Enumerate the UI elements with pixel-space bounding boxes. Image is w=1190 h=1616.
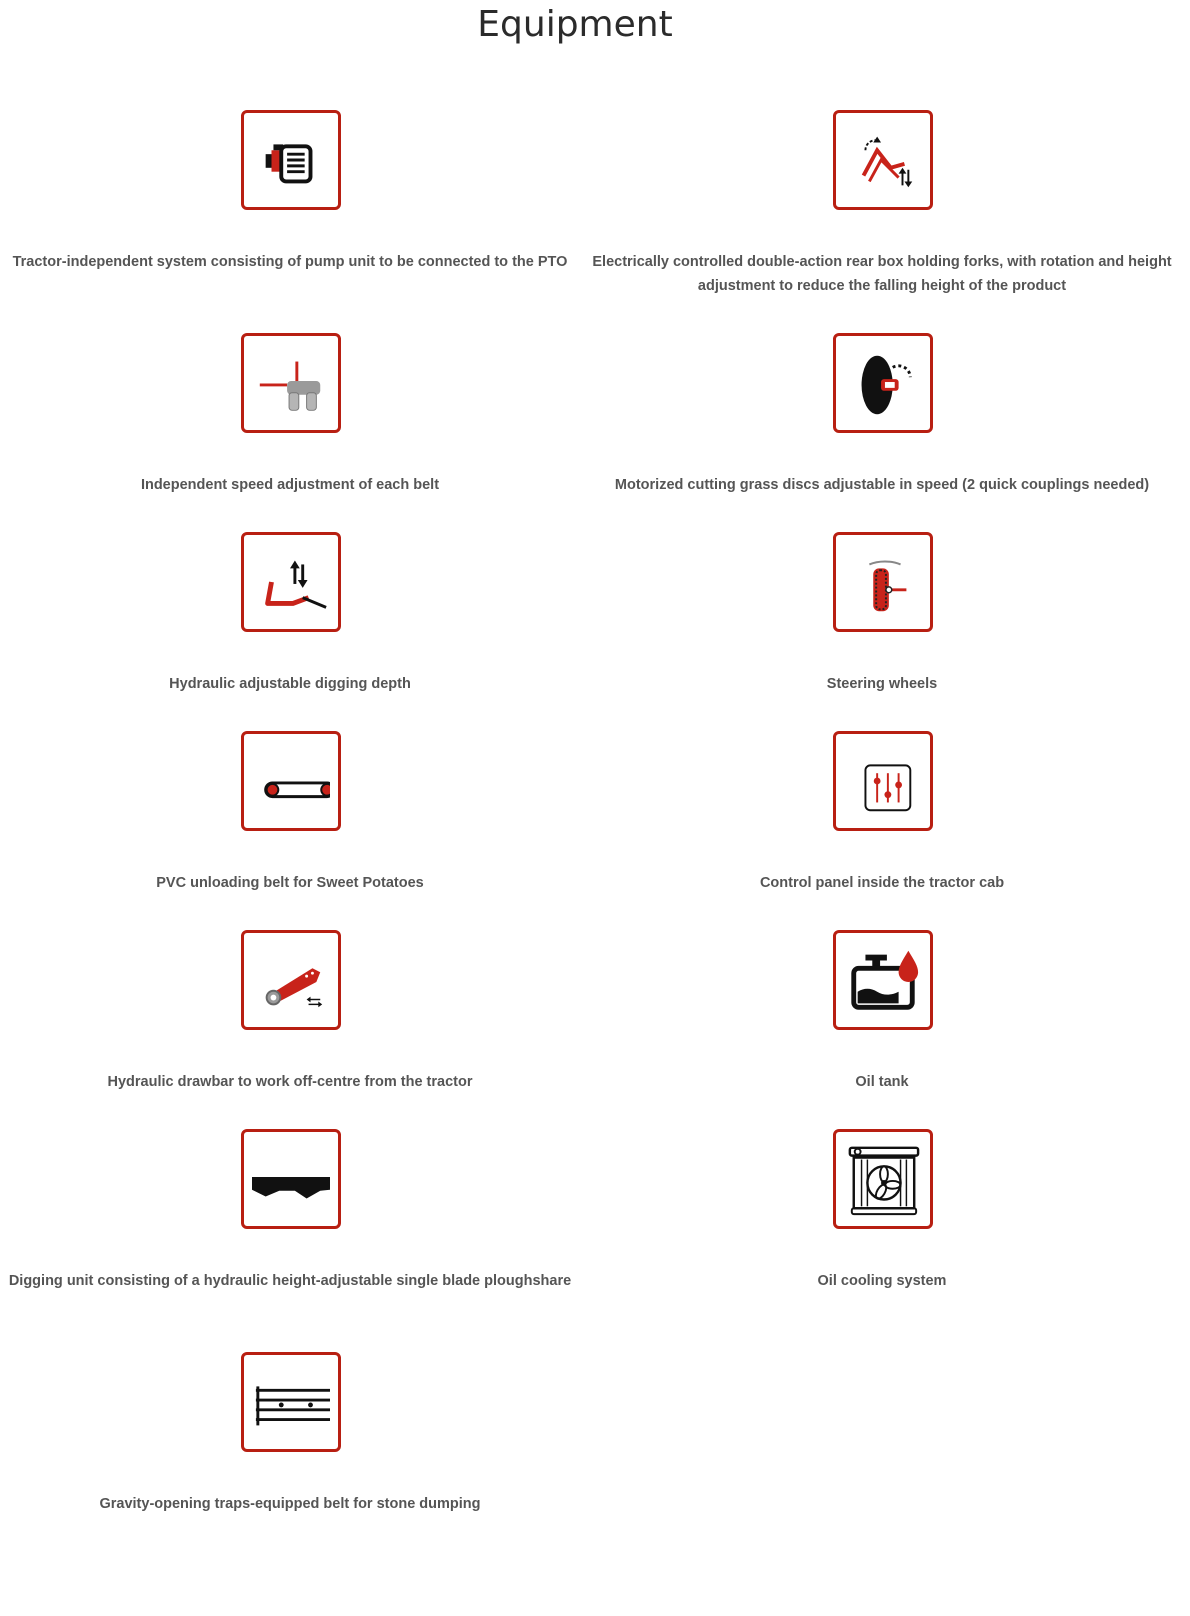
valve-icon bbox=[252, 344, 330, 422]
page-title: Equipment bbox=[477, 4, 673, 45]
item-label: Hydraulic drawbar to work off-centre from the tractor bbox=[107, 1074, 473, 1090]
pump-unit-icon bbox=[252, 121, 330, 199]
item-label: Hydraulic adjustable digging depth bbox=[169, 676, 411, 692]
digging-depth-icon bbox=[252, 543, 330, 621]
trap-belt-icon bbox=[252, 1363, 330, 1441]
icon-frame bbox=[241, 1352, 341, 1452]
item-label: Steering wheels bbox=[826, 676, 938, 692]
item-label: Digging unit consisting of a hydraulic height-adjustable single blade ploughshare bbox=[8, 1273, 572, 1289]
icon-frame bbox=[833, 731, 933, 831]
radiator-fan-icon bbox=[844, 1140, 922, 1218]
drawbar-icon bbox=[252, 941, 330, 1019]
icon-frame bbox=[833, 333, 933, 433]
item-label: PVC unloading belt for Sweet Potatoes bbox=[156, 875, 424, 891]
steering-wheel-icon bbox=[844, 543, 922, 621]
item-label: Motorized cutting grass discs adjustable in speed (2 quick couplings needed) bbox=[614, 477, 1150, 493]
item-label: Gravity-opening traps-equipped belt for stone dumping bbox=[99, 1496, 481, 1512]
icon-frame bbox=[241, 110, 341, 210]
item-label: Tractor-independent system consisting of pump unit to be connected to the PTO bbox=[12, 254, 568, 270]
item-label: Independent speed adjustment of each belt bbox=[140, 477, 440, 493]
icon-frame bbox=[833, 532, 933, 632]
ploughshare-icon bbox=[252, 1140, 330, 1218]
icon-frame bbox=[833, 110, 933, 210]
item-label: Electrically controlled double-action rear box holding forks, with rotation and height adjustment to reduce the falling height of the product bbox=[592, 254, 1172, 294]
icon-frame bbox=[241, 731, 341, 831]
icon-frame bbox=[833, 930, 933, 1030]
icon-frame bbox=[241, 930, 341, 1030]
control-panel-icon bbox=[844, 742, 922, 820]
rear-forks-icon bbox=[844, 121, 922, 199]
item-label: Oil tank bbox=[855, 1074, 909, 1090]
icon-frame bbox=[241, 1129, 341, 1229]
oil-tank-icon bbox=[844, 941, 922, 1019]
item-label: Oil cooling system bbox=[817, 1273, 947, 1289]
icon-frame bbox=[241, 532, 341, 632]
item-label: Control panel inside the tractor cab bbox=[759, 875, 1005, 891]
icon-frame bbox=[241, 333, 341, 433]
icon-frame bbox=[833, 1129, 933, 1229]
cutting-disc-icon bbox=[844, 344, 922, 422]
belt-icon bbox=[252, 742, 330, 820]
